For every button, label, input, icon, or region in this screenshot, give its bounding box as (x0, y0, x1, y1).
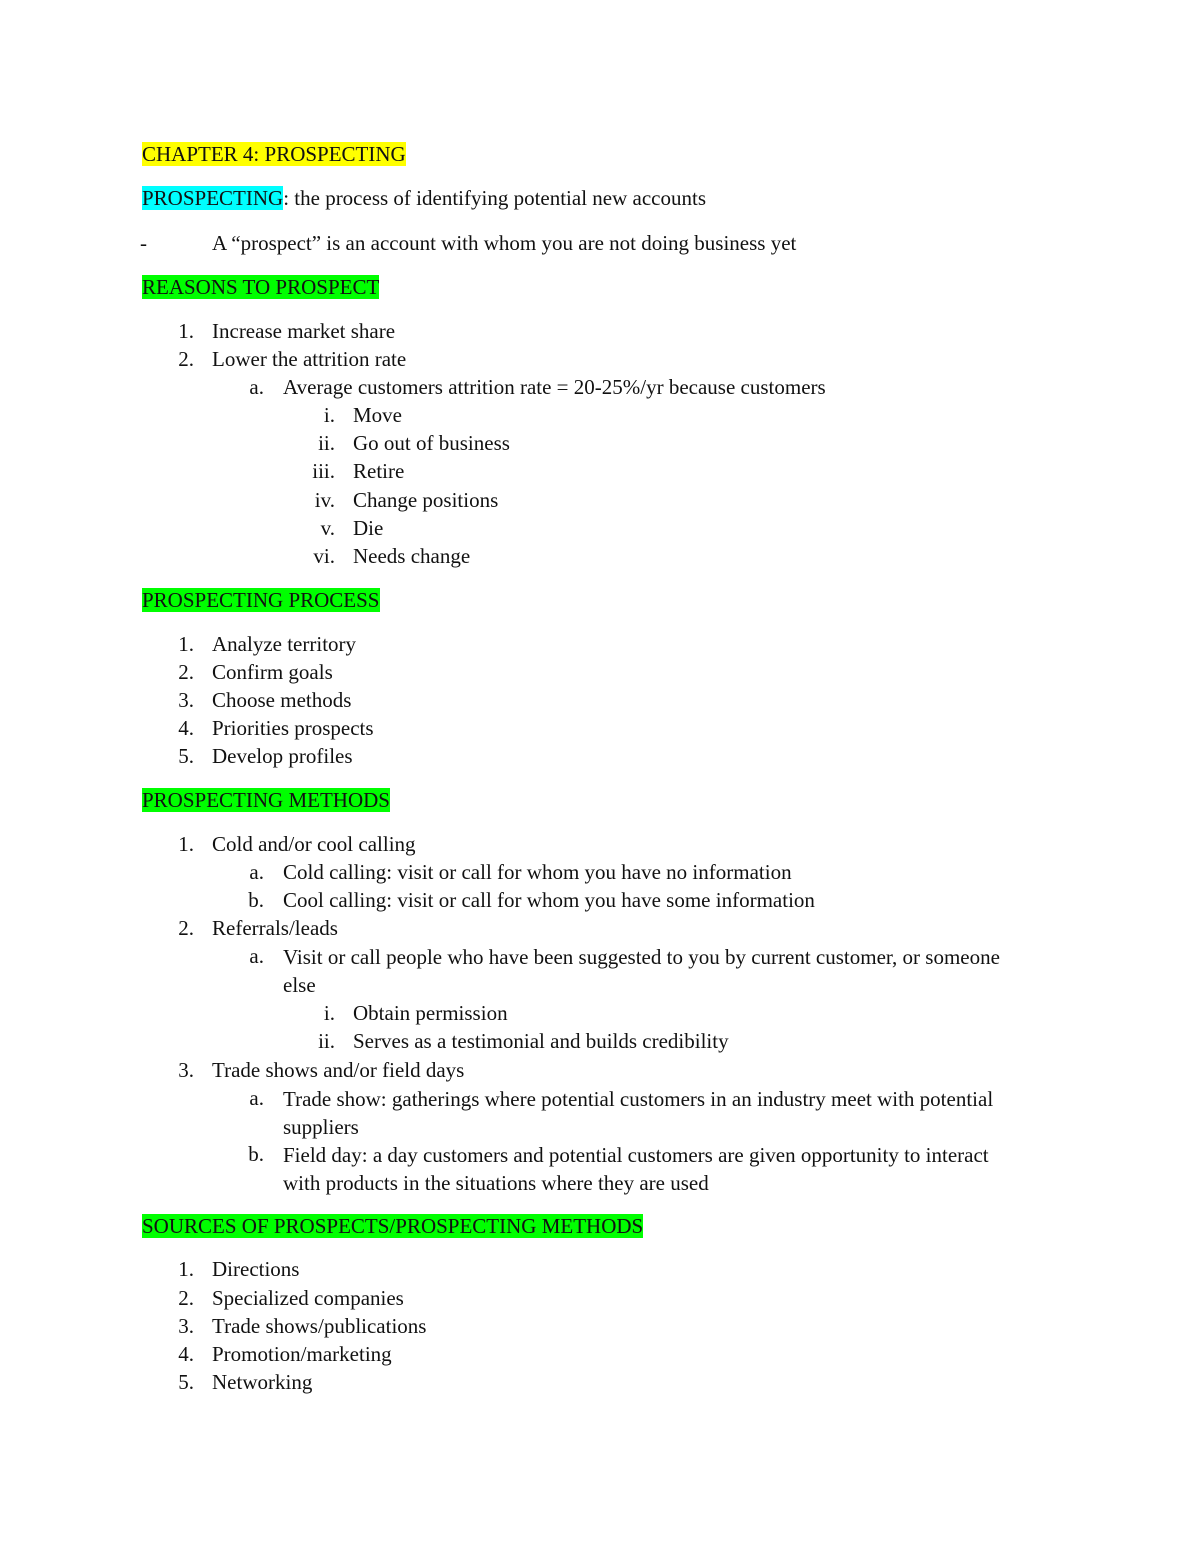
chapter-title-text: CHAPTER 4: PROSPECTING (142, 142, 406, 166)
list-text: Average customers attrition rate = 20-25%/yr because customers (283, 375, 826, 399)
list-text: Cold and/or cool calling (212, 832, 416, 856)
list-marker: 1. (178, 632, 194, 656)
list-text: Field day: a day customers and potential customers are given opportunity to interact with products in the situations where they are used (283, 1143, 989, 1195)
list-text: Priorities prospects (212, 716, 374, 740)
list-text: Directions (212, 1257, 300, 1281)
list-marker: 1. (178, 1257, 194, 1281)
list-marker: b. (248, 888, 264, 912)
definition-line (142, 185, 706, 211)
list-text: Visit or call people who have been suggested to you by current customer, or someone else (283, 945, 1000, 997)
heading-text: REASONS TO PROSPECT (142, 275, 380, 299)
list-marker: 3. (178, 1058, 194, 1082)
list-text: Cold calling: visit or call for whom you have no information (283, 860, 792, 884)
list-marker: 4. (178, 716, 194, 740)
list-marker: 2. (178, 916, 194, 940)
list-text: Analyze territory (212, 632, 357, 656)
list-marker: a. (249, 375, 264, 399)
list-marker: ii. (318, 431, 335, 455)
list-marker: 5. (178, 1370, 194, 1394)
list-text: Trade show: gatherings where potential customers in an industry meet with potential suppliers (283, 1087, 994, 1139)
list-marker: v. (320, 516, 335, 540)
list-text: Choose methods (212, 688, 352, 712)
list-marker: 1. (178, 832, 194, 856)
list-text: Move (353, 403, 402, 427)
list-text: Increase market share (212, 319, 396, 343)
list-text: Die (353, 516, 384, 540)
list-text: Lower the attrition rate (212, 347, 407, 371)
definition-term: PROSPECTING (142, 186, 284, 210)
chapter-title (142, 141, 406, 167)
heading-text: PROSPECTING PROCESS (142, 588, 380, 612)
list-text: Promotion/marketing (212, 1342, 392, 1366)
list-text: Go out of business (353, 431, 510, 455)
list-marker: 3. (178, 688, 194, 712)
list-text: Confirm goals (212, 660, 333, 684)
list-marker: a. (249, 860, 264, 884)
list-marker: iv. (314, 488, 335, 512)
heading-text: SOURCES OF PROSPECTS/PROSPECTING METHODS (142, 1214, 644, 1238)
list-marker: iii. (312, 459, 335, 483)
heading-text: PROSPECTING METHODS (142, 788, 390, 812)
section-heading-reasons (142, 274, 379, 300)
list-marker: 2. (178, 660, 194, 684)
list-marker: i. (323, 1001, 335, 1025)
list-text: Obtain permission (353, 1001, 508, 1025)
list-text: Change positions (353, 488, 499, 512)
list-text: Serves as a testimonial and builds credibility (353, 1029, 729, 1053)
list-marker: 2. (178, 1286, 194, 1310)
list-marker: a. (249, 944, 264, 968)
list-text: Develop profiles (212, 744, 353, 768)
definition-text: : the process of identifying potential new accounts (283, 186, 707, 210)
list-marker: i. (323, 403, 335, 427)
list-marker: vi. (313, 544, 335, 568)
list-marker: 2. (178, 347, 194, 371)
list-text: Trade shows/publications (212, 1314, 427, 1338)
list-text: Specialized companies (212, 1286, 404, 1310)
list-text: Trade shows and/or field days (212, 1058, 465, 1082)
list-marker: b. (248, 1142, 264, 1166)
list-marker: 1. (178, 319, 194, 343)
list-text: Networking (212, 1370, 313, 1394)
list-text: Referrals/leads (212, 916, 338, 940)
bullet-text: A “prospect” is an account with whom you are not doing business yet (212, 231, 797, 255)
list-marker: ii. (318, 1029, 335, 1053)
list-text: Needs change (353, 544, 471, 568)
list-marker: a. (249, 1086, 264, 1110)
list-marker: 3. (178, 1314, 194, 1338)
list-text: Cool calling: visit or call for whom you have some information (283, 888, 815, 912)
section-heading-process (142, 587, 380, 613)
bullet-marker: - (140, 231, 147, 255)
list-marker: 5. (178, 744, 194, 768)
section-heading-methods (142, 787, 390, 813)
list-marker: 4. (178, 1342, 194, 1366)
list-text: Retire (353, 459, 405, 483)
section-heading-sources (142, 1213, 643, 1239)
